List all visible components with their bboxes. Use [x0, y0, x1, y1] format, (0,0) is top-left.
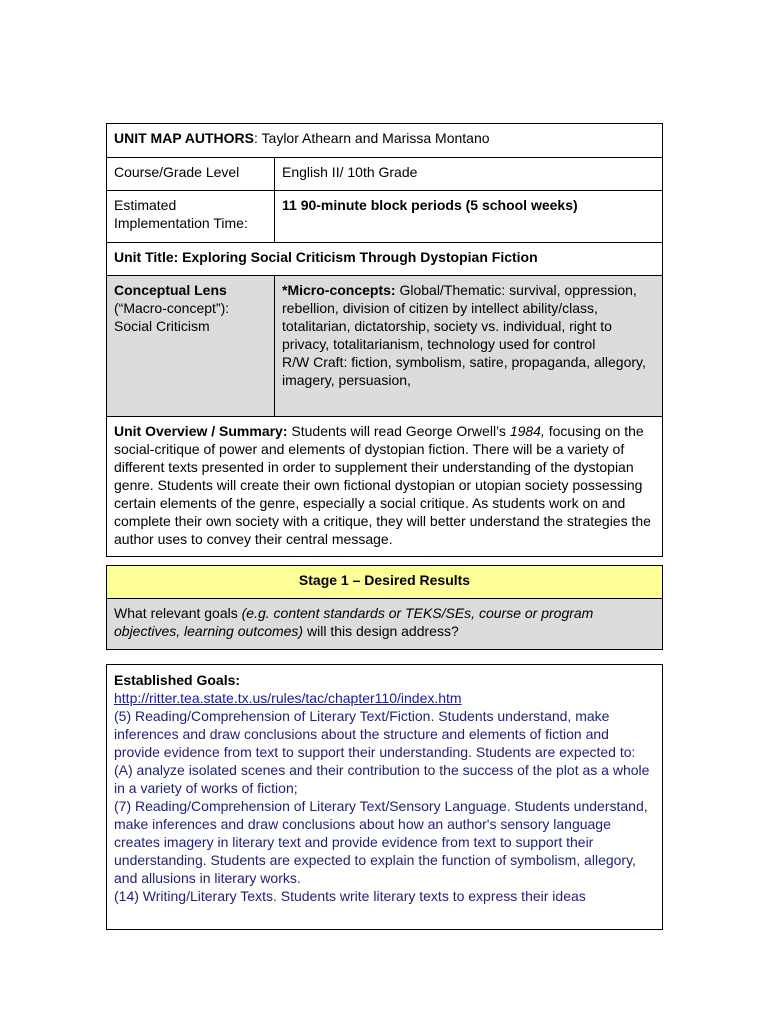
- stage1-title-row: [107, 566, 662, 599]
- stage1-question: [107, 599, 662, 649]
- time-label: Estimated Implementation Time:: [107, 191, 275, 242]
- unit-title-row: [107, 243, 662, 276]
- time-row: [107, 191, 662, 243]
- craft-text: R/W Craft: fiction, symbolism, satire, propaganda, allegory, imagery, persuasion,: [282, 354, 646, 388]
- course-value: English II/ 10th Grade: [282, 164, 418, 180]
- micro-concepts-cell: [275, 276, 662, 416]
- goal-item-5: (5) Reading/Comprehension of Literary Text/Fiction. Students understand, make inferences and draw conclusions about the structure and elements of fiction and provide evidence from text to support their understanding. Students are expected to:: [114, 708, 636, 760]
- stage1-title: Stage 1 – Desired Results: [298, 572, 471, 588]
- goal-item-14: (14) Writing/Literary Texts. Students write literary texts to express their ideas: [114, 888, 586, 904]
- question-text-b: will this design address?: [303, 623, 459, 639]
- stage1-table: [106, 565, 663, 650]
- overview-row: [107, 417, 662, 556]
- stage1-question-row: [107, 599, 662, 649]
- overview-book: 1984,: [509, 423, 545, 439]
- time-value: 11 90-minute block periods (5 school weeks): [282, 197, 578, 213]
- teks-link[interactable]: http://ritter.tea.state.tx.us/rules/tac/chapter110/index.htm: [114, 690, 462, 706]
- unit-title: Unit Title: Exploring Social Criticism Through Dystopian Fiction: [114, 249, 538, 265]
- lens-subtitle: (“Macro-concept”):: [114, 300, 230, 316]
- question-italic: (e.g. content standards or TEKS/SEs, course or program objectives, learning outcomes): [114, 605, 594, 639]
- authors-row: [107, 124, 662, 158]
- goal-item-7: (7) Reading/Comprehension of Literary Text/Sensory Language. Students understand, make inferences and draw conclusions about how an author's sensory language creates imagery in literary text and provide evidence from text to support their understanding. Students are expected to explain the function of symbolism, allegory, and allusions in literary works.: [114, 798, 648, 886]
- unit-map-table: [106, 123, 663, 557]
- course-row: [107, 158, 662, 191]
- lens-row: [107, 276, 662, 417]
- overview-text-a: Students will read George Orwell’s: [287, 423, 510, 439]
- question-text-a: What relevant goals: [114, 605, 242, 621]
- authors-label: UNIT MAP AUTHORS: [114, 130, 254, 146]
- micro-label: *Micro-concepts:: [282, 282, 396, 298]
- lens-cell: [107, 276, 275, 416]
- lens-value: Social Criticism: [114, 318, 210, 334]
- lens-title: Conceptual Lens: [114, 282, 227, 298]
- overview-text-b: focusing on the social-critique of power and elements of dystopian fiction. There will be a variety of different texts presented in order to supplement their understanding of the dystopian genre. Students will create their own fictional dystopian or utopian society possessing certain elements of the genre, especially a social critique. As students work on and complete their own society with a critique, they will better understand the strategies the author uses to convey their central message.: [114, 423, 651, 547]
- overview-label: Unit Overview / Summary:: [114, 423, 288, 439]
- course-label: Course/Grade Level: [107, 158, 275, 190]
- authors-value: : Taylor Athearn and Marissa Montano: [254, 130, 490, 146]
- goals-table: [106, 664, 663, 930]
- goals-cell: [107, 665, 662, 910]
- overview-cell: [107, 417, 662, 556]
- goals-label: Established Goals:: [114, 672, 241, 688]
- goal-item-5a: (A) analyze isolated scenes and their contribution to the success of the plot as a whole in a variety of works of fiction;: [114, 762, 650, 796]
- micro-text: Global/Thematic: survival, oppression, rebellion, division of citizen by intellect ability/class, totalitarian, dictatorship, society vs. individual, right to privacy, totalitarianism, technology used for control: [282, 282, 637, 352]
